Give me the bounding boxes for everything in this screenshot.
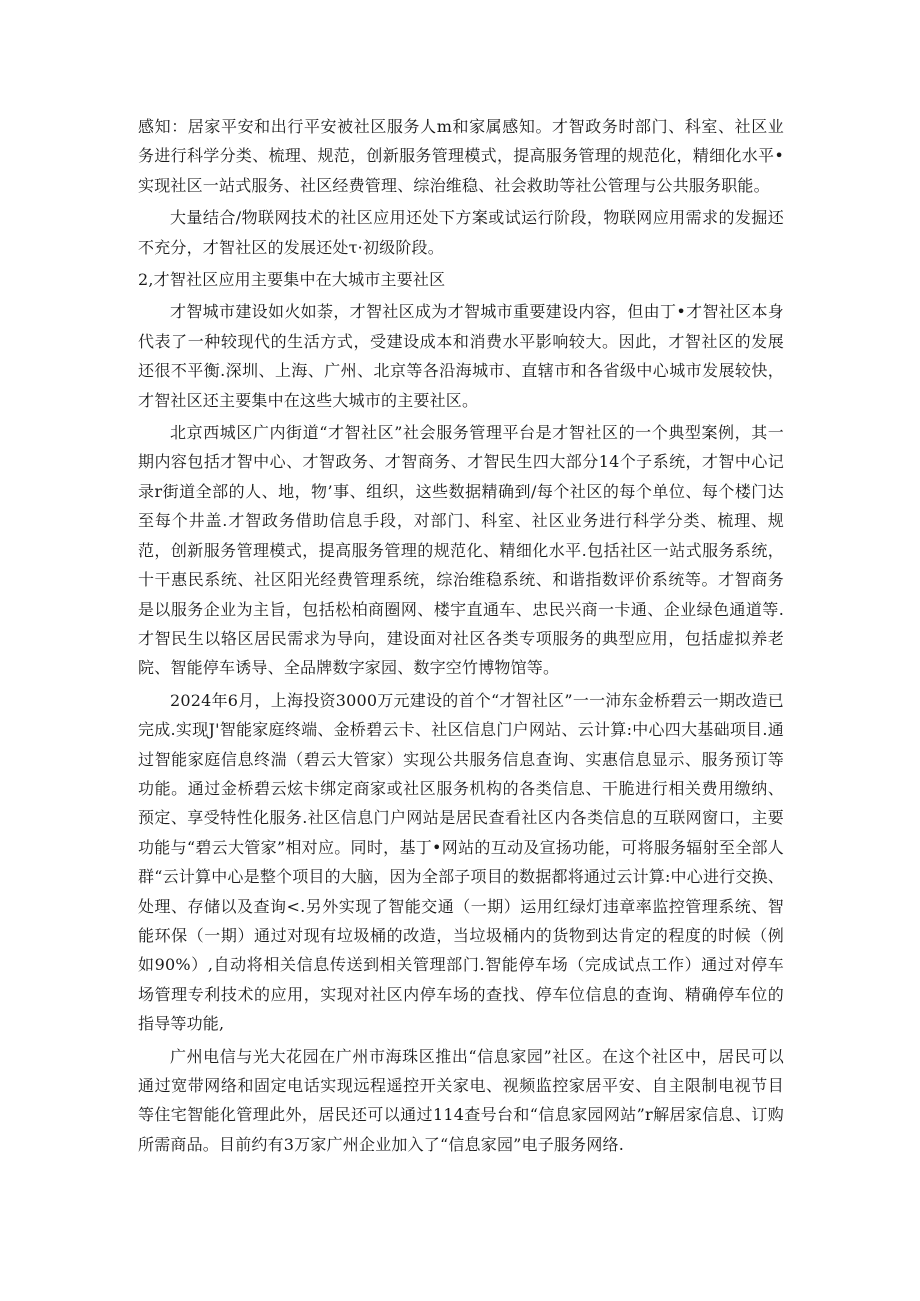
- document-page: [138, 112, 784, 1162]
- section-heading: 2,才智社区应用主要集中在大城市主要社区: [138, 270, 446, 290]
- paragraph-beijing-case: 北京西城区广内街道“才智社区”社会服务管理平台是才智社区的一个典型案例，其一期内容包括才智中心、才智政务、才智商务、才智民生四大部分14个子系统，才智中心记录r街道全部的人、地，物’事、组织，这些数据精确到/每个社区的每个单位、每个楼门达至每个井盖.才智政务借助信息手段，对部门、科室、社区业务进行科学分类、梳理、规范，创新服务管理模式，提高服务管理的规范化、精细化水平.包括社区一站式服务系统，十干惠民系统、社区阳光经费管理系统，综治维稳系统、和谐指数评价系统等。才智商务是以服务企业为主旨，包括松柏商圈网、楼宇直通车、忠民兴商一卡通、企业绿色通道等.才智民生以辂区居民需求为导向，建设面对社区各类专项服务的典型应用，包括虚拟养老院、智能停车诱导、全品牌数字家园、数字空竹博物馆等。: [138, 423, 784, 678]
- paragraph-continuation: 感知：居家平安和出行平安被社区服务人m和家属感知。才智政务时部门、科室、社区业务进行科学分类、梳理、规范，创新服务管理模式，提高服务管理的规范化，精细化水平•实现社区一站式服务、社区经费管理、综治维稳、社会救助等社公管理与公共服务职能。: [138, 117, 784, 195]
- paragraph-guangzhou-case: 广州电信与光大花园在广州市海珠区推出“信息家园”社区。在这个社区中，居民可以通过宽带网络和固定电话实现远程遥控开关家电、视频监控家居平安、自主限制电视节目等住宅智能化管理此外，居民还可以通过114查号台和“信息家园网站”r解居家信息、订购所需商品。目前约有3万家广州企业加入了“信息家园”电子服务网络.: [138, 1046, 784, 1154]
- paragraph-city-development: 才智城市建设如火如荼，才智社区成为才智城市重要建设内容，但由丁•才智社区本身代表了一种较现代的生活方式，受建设成本和消费水平影响较大。因此，才智社区的发展还很不平衡.深圳、上海、广州、北京等各沿海城市、直辖市和各省级中心城市发展较快，才智社区还主要集中在这些大城市的主要社区。: [138, 302, 784, 410]
- paragraph-shanghai-case: 2024年6月，上海投资3000万元建设的首个“才智社区”一一沛东金桥碧云一期改造已完成.实现J'智能家庭终端、金桥碧云卡、社区信息门户网站、云计算:中心四大基础项目.通过智能家庭信息终湍（碧云大管家）实现公共服务信息查询、实惠信息显示、服务预订等功能。通过金桥碧云炫卡绑定商家或社区服务机构的各类信息、干脆进行相关费用缴纳、预定、享受特性化服务.社区信息门户网站是居民查看社区内各类信息的互联网窗口，主要功能与“碧云大管家”相对应。同时，基丁•网站的互动及宣扬功能，可将服务辐射至全部人群“云计算中心是整个项目的大脑，因为全部子项目的数据都将通过云计算:中心进行交换、处理、存储以及查询<.另外实现了智能交通（一期）运用红绿灯违章率监控管理系统、智能环保（一期）通过对现有垃圾桶的改造，当垃圾桶内的货物到达肯定的程度的时候（例如90%）,自动将相关信息传送到相关管理部门.智能停车场（完成试点工作）通过对停车场管理专利技术的应用，实现对社区内停车场的查找、停车位信息的查询、精确停车位的指导等功能,: [138, 690, 784, 1034]
- paragraph-iot-status: 大量结合/物联网技术的社区应用还处下方案或试运行阶段，物联网应用需求的发掘还不充分，才智社区的发展还处τ·初级阶段。: [138, 208, 784, 257]
